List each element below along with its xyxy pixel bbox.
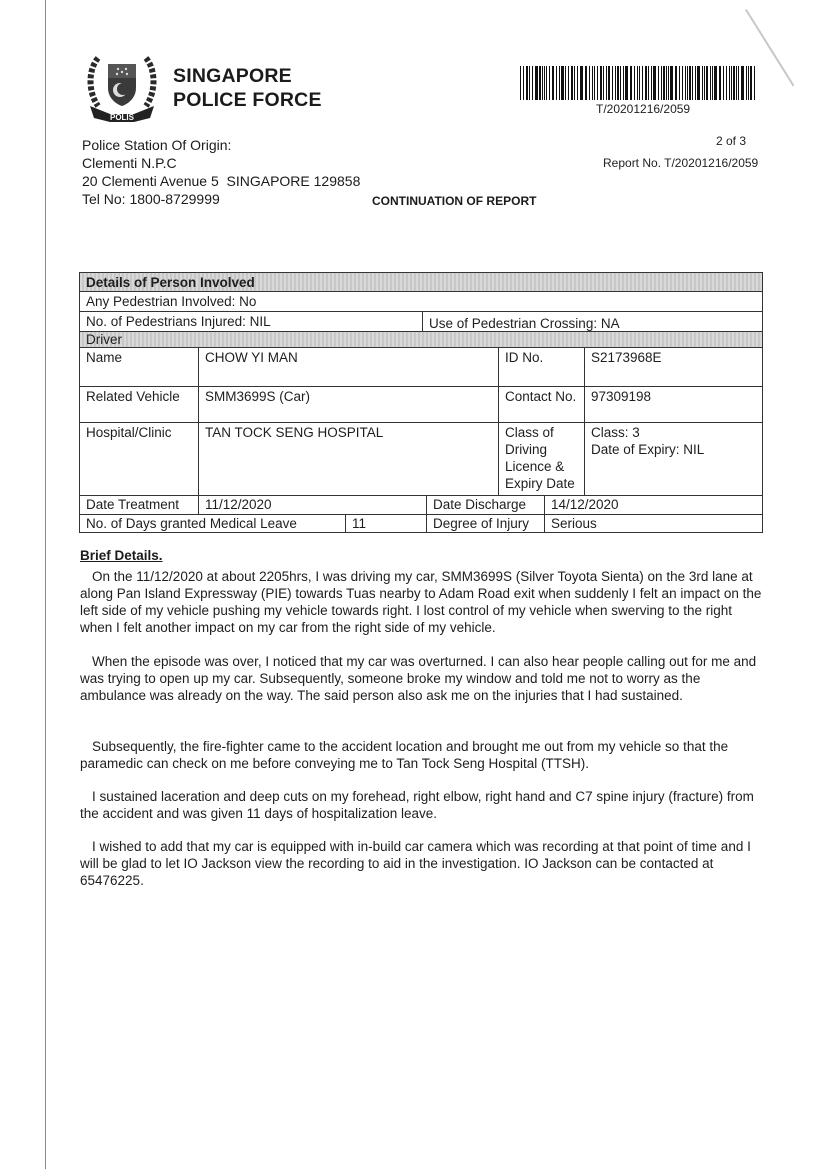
org-name-line2: POLICE FORCE [173, 89, 322, 111]
pedestrian-injured-row [80, 311, 762, 331]
hospital-label: Hospital/Clinic [86, 425, 172, 440]
org-name-line1: SINGAPORE [173, 65, 292, 87]
brief-paragraph-4: I sustained laceration and deep cuts on my forehead, right elbow, right hand and C7 spine injury (fracture) from the accident and was given 11 days of hospitalization leave. [80, 789, 754, 821]
role-label: Driver [86, 332, 122, 347]
hospital-value: TAN TOCK SENG HOSPITAL [198, 423, 498, 495]
name-value: CHOW YI MAN [198, 348, 498, 386]
person-involved-table [79, 272, 763, 533]
barcode-bar [623, 66, 624, 100]
barcode-bar [645, 66, 647, 100]
barcode-bar [723, 66, 724, 100]
barcode-number: T/20201216/2059 [596, 102, 691, 116]
barcode-bar [748, 66, 749, 100]
treatment-value: 11/12/2020 [198, 496, 426, 514]
barcode-bar [523, 66, 524, 100]
barcode-bar [549, 66, 550, 100]
barcode-bar [663, 66, 665, 100]
injury-value: Serious [544, 515, 762, 532]
report-barcode [520, 66, 756, 100]
station-address: 20 Clementi Avenue 5 SINGAPORE 129858 [82, 173, 361, 189]
driver-header-row [80, 331, 762, 347]
contact-value: 97309198 [584, 387, 762, 422]
brief-details-title: Brief Details. [80, 548, 163, 563]
treatment-row [80, 495, 762, 514]
barcode-bar [565, 66, 566, 100]
name-row [80, 347, 762, 386]
brief-paragraph-3: Subsequently, the fire-fighter came to the accident location and brought me out from my vehicle so that the paramedic can check on me before conveying me to Tan Tock Seng Hospital (TTSH). [80, 739, 729, 771]
barcode-bar [637, 66, 638, 100]
barcode-bar [552, 66, 554, 100]
barcode-bar [597, 66, 598, 100]
barcode-bar [653, 66, 656, 100]
barcode-bar [704, 66, 705, 100]
barcode-bar [617, 66, 619, 100]
barcode-bar [733, 66, 735, 100]
barcode-bar [682, 66, 683, 100]
barcode-bar [685, 66, 686, 100]
section-header-row [80, 273, 762, 291]
barcode-bar [741, 66, 744, 100]
name-label: Name [86, 350, 123, 365]
barcode-bar [706, 66, 708, 100]
barcode-bar [526, 66, 528, 100]
barcode-bar [666, 66, 667, 100]
brief-paragraph-2: When the episode was over, I noticed that my car was overturned. I can also hear people calling out for me and was trying to open up my car. Subsequently, someone broke my window and told me not to worry as the ambulance was already on the way. The said person also ask me on the injuries that I had sustained. [80, 654, 757, 703]
barcode-bar [689, 66, 691, 100]
mc-value: 11 [345, 515, 426, 532]
brief-paragraph-5: I wished to add that my car is equipped with in-build car camera which was recording at that point of time and I will be glad to let IO Jackson view the recording to aid in the investigation. IO Jackson can be contacted at 65476225. [80, 839, 751, 888]
barcode-bar [668, 66, 669, 100]
barcode-bar [546, 66, 547, 100]
barcode-bar [710, 66, 711, 100]
barcode-bar [639, 66, 640, 100]
barcode-bar [697, 66, 700, 100]
vehicle-label: Related Vehicle [86, 389, 180, 404]
barcode-bar [754, 66, 755, 100]
barcode-bar [625, 66, 628, 100]
barcode-bar [529, 66, 530, 100]
discharge-label: Date Discharge [426, 496, 544, 514]
barcode-bar [695, 66, 696, 100]
barcode-bar [714, 66, 717, 100]
barcode-bar [661, 66, 662, 100]
document-title: CONTINUATION OF REPORT [372, 194, 537, 208]
barcode-bar [642, 66, 643, 100]
barcode-bar [726, 66, 727, 100]
barcode-bar [603, 66, 604, 100]
scan-edge-line [45, 0, 46, 1169]
section-title: Details of Person Involved [86, 275, 255, 290]
barcode-bar [542, 66, 543, 100]
barcode-bar [712, 66, 713, 100]
barcode-bar [687, 66, 688, 100]
barcode-bar [738, 66, 739, 100]
mc-label: No. of Days granted Medical Leave [86, 516, 297, 531]
barcode-bar [679, 66, 680, 100]
barcode-bar [594, 66, 595, 100]
licence-value [584, 423, 762, 495]
barcode-bar [658, 66, 659, 100]
barcode-bar [608, 66, 611, 100]
barcode-bar [702, 66, 703, 100]
licence-label: Class of Driving Licence & Expiry Date [498, 423, 584, 495]
station-name: Clementi N.P.C [82, 155, 177, 171]
id-value: S2173968E [584, 348, 762, 386]
page-indicator: 2 of 3 [716, 134, 747, 148]
station-of-origin [82, 136, 360, 208]
barcode-bar [670, 66, 673, 100]
barcode-bar [568, 66, 569, 100]
barcode-bar [612, 66, 613, 100]
vehicle-value: SMM3699S (Car) [198, 387, 498, 422]
crest-icon [84, 48, 160, 124]
injury-label: Degree of Injury [426, 515, 544, 532]
barcode-bar [539, 66, 541, 100]
treatment-label: Date Treatment [86, 497, 180, 512]
barcode-bar [750, 66, 752, 100]
barcode-bar [600, 66, 602, 100]
station-label: Police Station Of Origin: [82, 137, 232, 153]
id-label: ID No. [498, 348, 584, 386]
brief-paragraph-1: On the 11/12/2020 at about 2205hrs, I was driving my car, SMM3699S (Silver Toyota Sienta) on the 3rd lane at along Pan Island Expressway (PIE) towards Tuas nearby to Adam Road exit when suddenly I felt an impact on the left side of my vehicle pushing my vehicle towards right. I lost control of my vehicle when swerving to the right when I felt another impact on my car from the right side of my vehicle. [80, 569, 762, 635]
licence-expiry: Date of Expiry: NIL [591, 442, 705, 457]
pedestrian-crossing: Use of Pedestrian Crossing: NA [422, 312, 762, 331]
barcode-bar [574, 66, 575, 100]
barcode-bar [592, 66, 593, 100]
barcode-bar [606, 66, 607, 100]
barcode-bar [746, 66, 747, 100]
licence-class: Class: 3 [591, 425, 640, 440]
barcode-bar [585, 66, 587, 100]
barcode-bar [571, 66, 573, 100]
pedestrian-involved-row [80, 291, 762, 311]
barcode-bar [634, 66, 635, 100]
barcode-bar [729, 66, 730, 100]
barcode-bar [556, 66, 557, 100]
barcode-bar [731, 66, 732, 100]
pedestrians-injured: No. of Pedestrians Injured: NIL [86, 314, 271, 329]
barcode-bar [532, 66, 533, 100]
station-tel: Tel No: 1800-8729999 [82, 191, 220, 207]
barcode-bar [535, 66, 538, 100]
report-number: Report No. T/20201216/2059 [603, 156, 759, 170]
barcode-bar [580, 66, 583, 100]
barcode-bar [544, 66, 545, 100]
org-name [173, 64, 322, 112]
barcode-bar [630, 66, 632, 100]
barcode-bar [620, 66, 621, 100]
barcode-bar [559, 66, 560, 100]
vehicle-row [80, 386, 762, 422]
barcode-bar [577, 66, 578, 100]
barcode-bar [561, 66, 564, 100]
discharge-value: 14/12/2020 [544, 496, 762, 514]
barcode-bar [615, 66, 616, 100]
police-crest-logo [84, 48, 160, 124]
hospital-row [80, 422, 762, 495]
contact-label: Contact No. [498, 387, 584, 422]
medical-leave-row [80, 514, 762, 532]
barcode-bar [648, 66, 649, 100]
barcode-bar [589, 66, 590, 100]
svg-text:POLIS: POLIS [109, 113, 135, 122]
barcode-bar [692, 66, 693, 100]
barcode-bar [520, 66, 521, 100]
barcode-bar [675, 66, 677, 100]
barcode-bar [736, 66, 737, 100]
barcode-bar [719, 66, 721, 100]
pedestrian-involved: Any Pedestrian Involved: No [86, 294, 257, 309]
barcode-bar [651, 66, 652, 100]
